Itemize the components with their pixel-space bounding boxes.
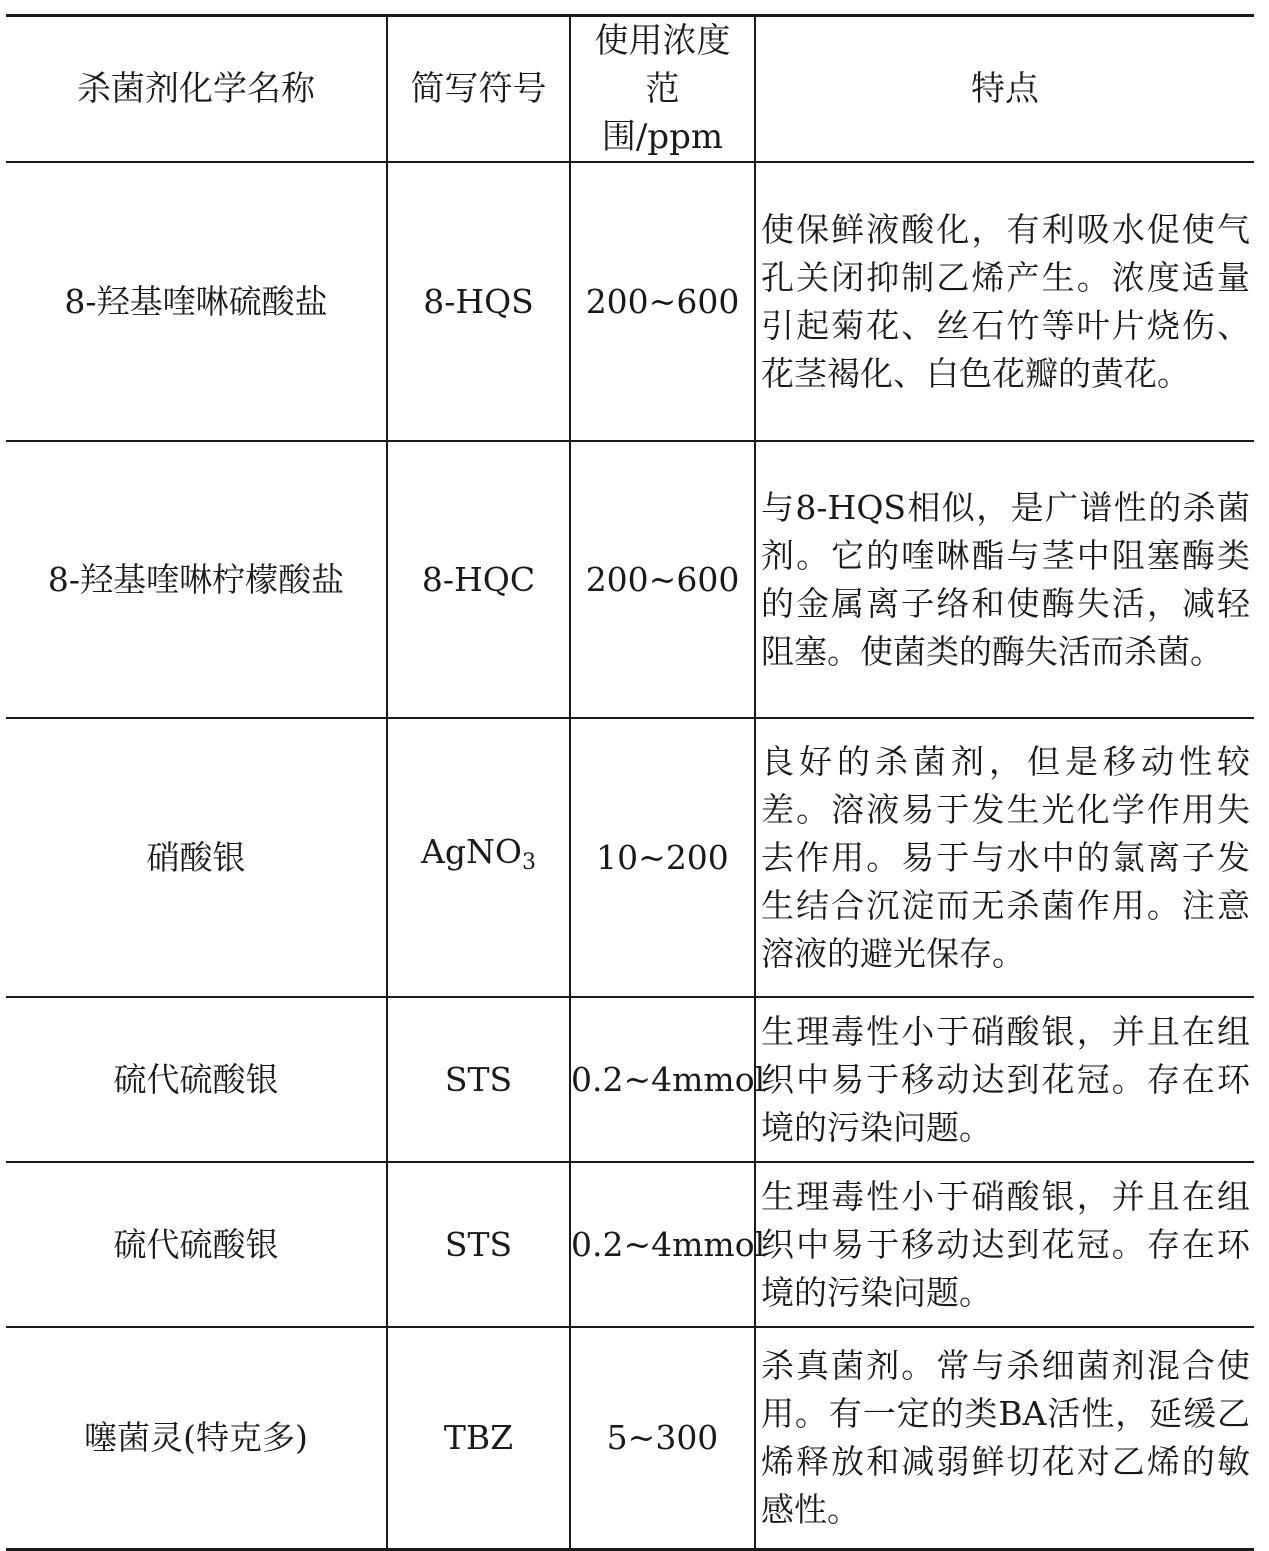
cell-name: 噻菌灵(特克多) [84,1418,308,1457]
header-name: 杀菌剂化学名称 [77,69,315,109]
abbr-subscript: 3 [521,850,536,875]
header-features: 特点 [755,16,1254,163]
cell-range: 5~300 [570,1327,755,1550]
table-row [6,1162,1254,1327]
header-row [6,16,1254,163]
cell-name: 硫代硫酸银 [113,1059,279,1099]
cell-range: 10~200 [570,718,755,997]
table-row [6,997,1254,1162]
header-abbr: 简写符号 [387,16,570,163]
table-row [6,718,1254,997]
cell-range: 200~600 [570,441,755,718]
cell-abbr: STS [387,1162,570,1327]
cell-abbr: STS [387,997,570,1162]
table-row [6,162,1254,441]
table-row [6,441,1254,718]
cell-features: 生理毒性小于硝酸银，并且在组织中易于移动达到花冠。存在环境的污染问题。 [755,997,1254,1162]
fungicide-table [6,14,1254,1551]
cell-features: 生理毒性小于硝酸银，并且在组织中易于移动达到花冠。存在环境的污染问题。 [755,1162,1254,1327]
cell-features: 使保鲜液酸化，有利吸水促使气孔关闭抑制乙烯产生。浓度适量引起菊花、丝石竹等叶片烧伤、花茎褐化、白色花瓣的黄花。 [755,162,1254,441]
cell-abbr: 8-HQC [387,441,570,718]
cell-range: 200~600 [570,162,755,441]
cell-name: 硝酸银 [146,837,246,877]
header-range: 使用浓度范围/ppm [570,16,755,163]
cell-range: 0.2~4mmol [570,997,755,1162]
cell-range: 0.2~4mmol [570,1162,755,1327]
cell-features: 与8-HQS相似，是广谱性的杀菌剂。它的喹啉酯与茎中阻塞酶类的金属离子络和使酶失活，减轻阻塞。使菌类的酶失活而杀菌。 [755,441,1254,718]
cell-abbr: 8-HQS [387,162,570,441]
cell-features: 杀真菌剂。常与杀细菌剂混合使用。有一定的类BA活性，延缓乙烯释放和减弱鲜切花对乙烯的敏感性。 [755,1327,1254,1550]
cell-name: 8-羟基喹啉硫酸盐 [64,281,328,321]
cell-abbr: TBZ [387,1327,570,1550]
cell-features: 良好的杀菌剂，但是移动性较差。溶液易于发生光化学作用失去作用。易于与水中的氯离子发生结合沉淀而无杀菌作用。注意溶液的避光保存。 [755,718,1254,997]
cell-name: 硫代硫酸银 [113,1224,279,1264]
table-row [6,1327,1254,1550]
abbr-main: AgNO [421,832,522,871]
cell-name: 8-羟基喹啉柠檬酸盐 [47,559,345,599]
cell-abbr [387,718,570,997]
